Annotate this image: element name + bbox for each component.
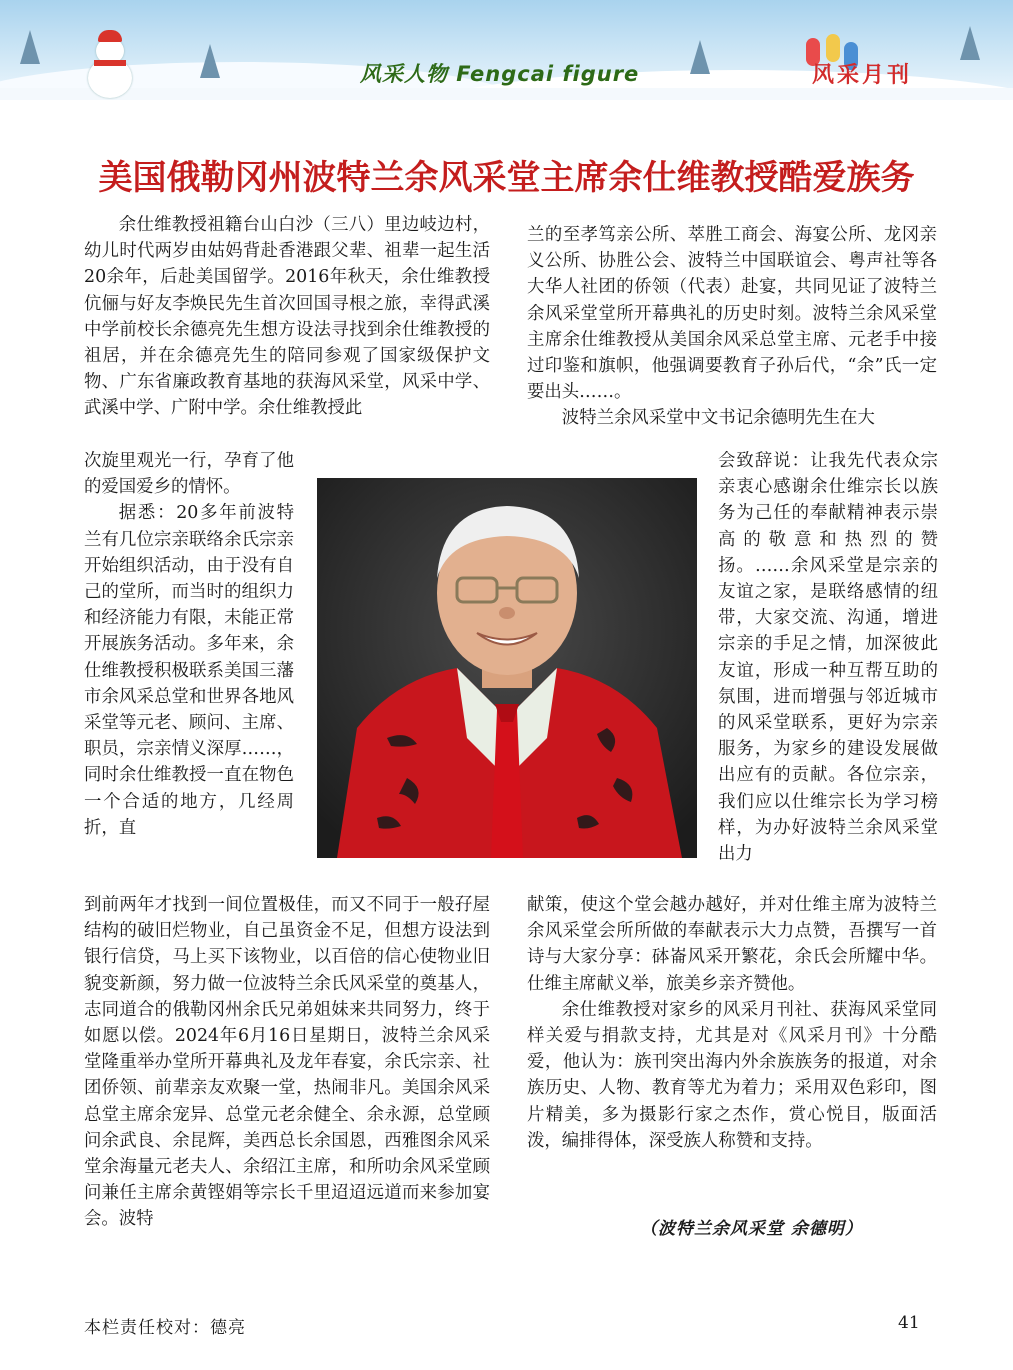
section-label: 风采人物 Fengcai figure [360, 62, 640, 86]
magazine-name: 风采月刊 [812, 63, 913, 88]
body-right-bottom [527, 892, 937, 1154]
author-signature: （波特兰余风采堂 余德明） [640, 1219, 863, 1239]
proofreader-credit: 本栏责任校对：德亮 [84, 1318, 246, 1338]
paragraph: 据悉：20多年前波特兰有几位宗亲联络余氏宗亲开始组织活动，由于没有自己的堂所，而当时的组织力和经济能力有限，未能正常开展族务活动。多年来，余仕维教授积极联系美国三藩市余风采总堂和世界各地风采堂等元老、顾问、主席、职员，宗亲情义深厚……，同时余仕维教授一直在物色一个合适的地方，几经周折，直 [84, 503, 294, 838]
paragraph: 次旋里观光一行，孕育了他的爱国爱乡的情怀。 [84, 451, 294, 498]
body-right-top [527, 222, 937, 432]
page-number: 41 [898, 1313, 920, 1333]
pine-tree-icon [690, 40, 710, 74]
paragraph: 余仕维教授祖籍台山白沙（三八）里边岐边村，幼儿时代两岁由姑妈背赴香港跟父辈、祖辈一起生活20余年，后赴美国留学。2016年秋天，余仕维教授伉俪与好友李焕民先生首次回国寻根之旅，幸得武溪中学前校长余德亮先生想方设法寻找到余仕维教授的祖居，并在余德亮先生的陪同参观了国家级保护文物、广东省廉政教育基地的获海风采堂，风采中学、武溪中学、广附中学。余仕维教授此 [84, 215, 490, 419]
winter-header-banner [0, 0, 1013, 100]
paragraph: 献策，使这个堂会越办越好，并对仕维主席为波特兰余风采堂会所所做的奉献表示大力点赞，吾撰写一首诗与大家分享：砵崙风采开繁花，余氏会所耀中华。仕维主席献义举，旅美乡亲齐赞他。 [527, 895, 937, 994]
body-left-bottom [84, 892, 490, 1233]
paragraph: 波特兰余风采堂中文书记余德明先生在大 [561, 408, 875, 429]
pine-tree-icon [960, 26, 980, 60]
body-left-narrow [84, 448, 294, 841]
snowman-icon [80, 30, 140, 100]
pine-tree-icon [20, 30, 40, 64]
portrait-illustration [317, 478, 697, 858]
paragraph: 余仕维教授对家乡的风采月刊社、获海风采堂同样关爱与捐款支持，尤其是对《风采月刊》十分酷爱，他认为：族刊突出海内外余族族务的报道，对余族历史、人物、教育等尤为着力；采用双色彩印，图片精美，多为摄影行家之杰作，赏心悦目，版面活泼，编排得体，深受族人称赞和支持。 [527, 999, 937, 1151]
portrait-photo [317, 478, 697, 858]
paragraph: 会致辞说：让我先代表众宗亲衷心感谢余仕维宗长以族务为己任的奉献精神表示崇高的敬意和热烈的赞扬。……余风采堂是宗亲的友谊之家，是联络感情的纽带，大家交流、沟通，增进宗亲的手足之情，加深彼此友谊，形成一种互帮互助的氛围，进而增强与邻近城市的风采堂联系，更好为宗亲服务，为家乡的建设发展做出应有的贡献。各位宗亲，我们应以仕维宗长为学习榜样，为办好波特兰余风采堂出力 [718, 451, 938, 865]
pine-tree-icon [200, 44, 220, 78]
body-left-top [84, 212, 490, 422]
article-title: 美国俄勒冈州波特兰余风采堂主席余仕维教授酷爱族务 [98, 158, 915, 198]
paragraph: 兰的至孝笃亲公所、萃胜工商会、海宴公所、龙冈亲义公所、协胜公会、波特兰中国联谊会、粤声社等各大华人社团的侨领（代表）赴宴，共同见证了波特兰余风采堂堂所开幕典礼的历史时刻。波特兰余风采堂主席余仕维教授从美国余风采总堂主席、元老手中接过印鉴和旗帜，他强调要教育子孙后代，“余”氏一定要出头……。 [527, 225, 937, 403]
paragraph: 到前两年才找到一间位置极佳，而又不同于一般孖屋结构的破旧烂物业，自己虽资金不足，但想方设法到银行信贷，马上买下该物业，以百倍的信心使物业旧貌变新颜，努力做一位波特兰余氏风采堂的奠基人，志同道合的俄勒冈州余氏兄弟姐妹来共同努力，终于如愿以偿。2024年6月16日星期日，波特兰余风采堂隆重举办堂所开幕典礼及龙年春宴，余氏宗亲、社团侨领、前辈亲友欢聚一堂，热闹非凡。美国余风采总堂主席余宠异、总堂元老余健全、余永源，总堂顾问余武良、余昆辉，美西总长余国恩，西雅图余风采堂余海量元老夫人、余绍江主席，和所叻余风采堂顾问兼任主席余黄铿娟等宗长千里迢迢远道而来参加宴会。波特 [84, 895, 490, 1230]
body-right-narrow [718, 448, 938, 867]
